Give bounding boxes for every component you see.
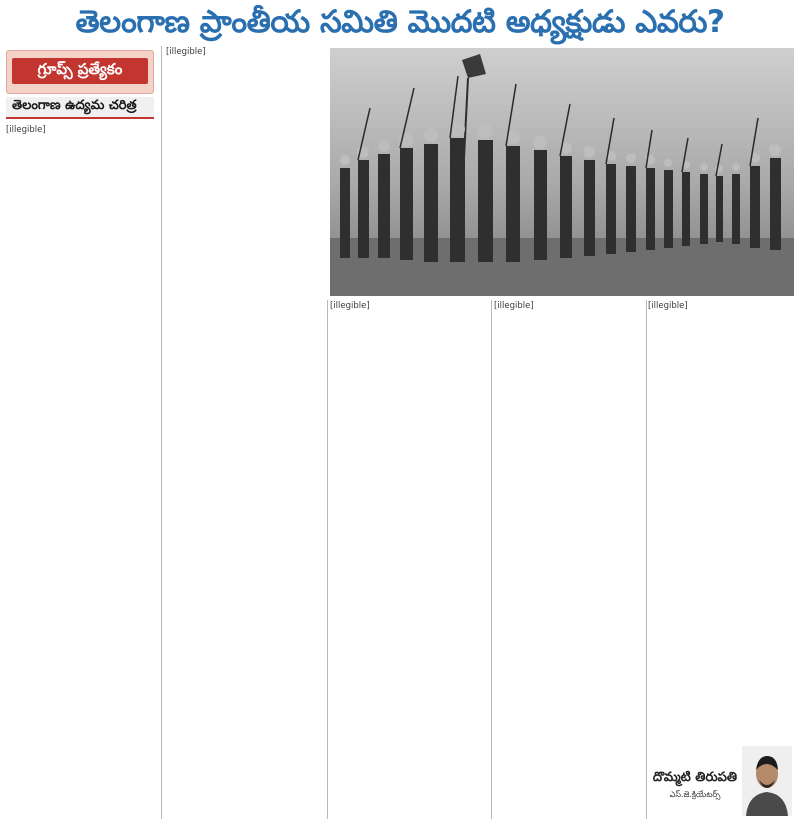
column-3-paragraph: [illegible] bbox=[330, 301, 370, 311]
column-3-text bbox=[330, 300, 488, 819]
column-2-text bbox=[166, 46, 324, 819]
section-tag-box bbox=[6, 50, 154, 94]
author-name: దొమ్మటి తిరుపతి bbox=[652, 770, 738, 785]
column-5-text bbox=[648, 300, 794, 740]
column-1-paragraph: [illegible] bbox=[6, 125, 46, 135]
page-headline: తెలంగాణ ప్రాంతీయ సమితి మొదటి అధ్యక్షుడు ఎవరు? bbox=[75, 3, 725, 40]
column-divider bbox=[327, 300, 328, 819]
column-divider bbox=[646, 300, 647, 819]
author-photo bbox=[742, 746, 792, 816]
author-role: ఎస్.జె.క్రియేటర్స్ bbox=[669, 790, 721, 799]
section-tag: గ్రూప్స్ ప్రత్యేకం bbox=[12, 58, 148, 84]
series-title: తెలంగాణ ఉద్యమ చరిత్ర bbox=[6, 97, 154, 119]
column-1-text bbox=[6, 124, 158, 819]
historical-photo bbox=[330, 48, 794, 296]
column-4-text bbox=[494, 300, 644, 819]
author-byline bbox=[648, 744, 794, 819]
column-4-paragraph: [illegible] bbox=[494, 301, 534, 311]
column-divider bbox=[491, 300, 492, 819]
column-2-paragraph: [illegible] bbox=[166, 47, 206, 57]
column-5-paragraph: [illegible] bbox=[648, 301, 688, 311]
column-divider bbox=[161, 46, 162, 819]
